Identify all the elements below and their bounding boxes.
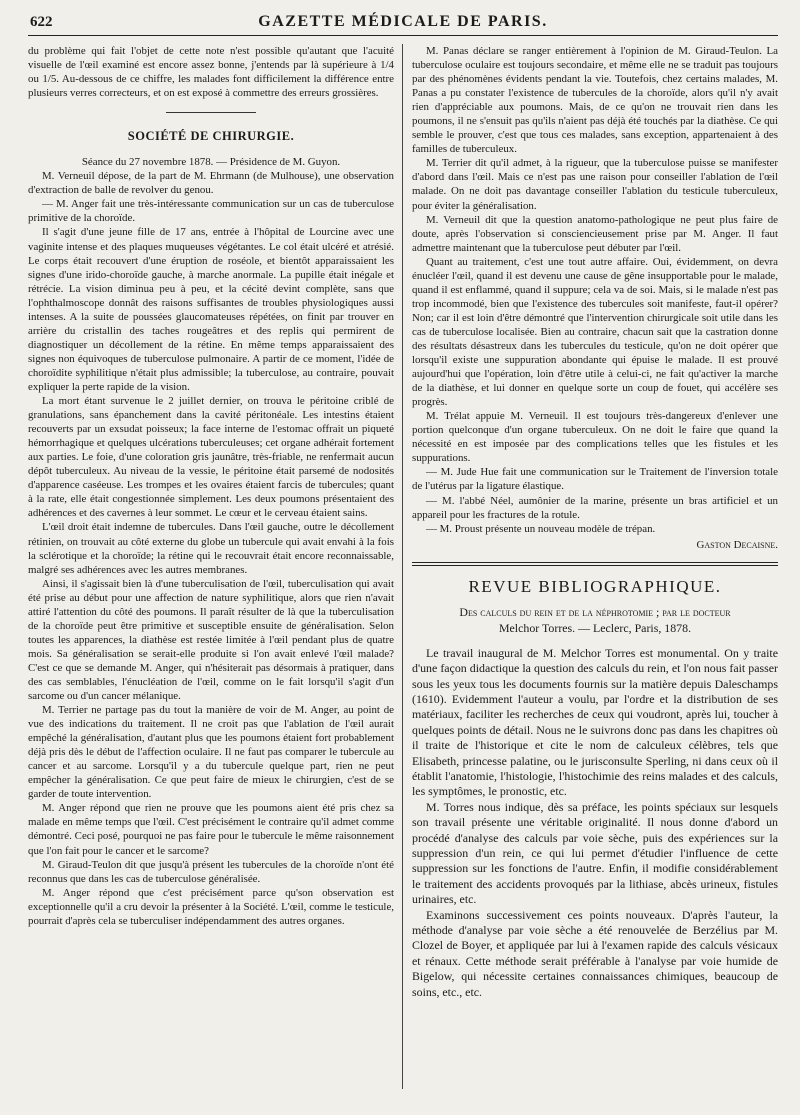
review-paragraph: M. Torres nous indique, dès sa préface, les points spéciaux sur lesquels son travail présente une véritable originalité. Il nous donne d'abord un procédé d'analyse des calculs par voie sèche, puis des expériences sur la suppression d'un rein, ce qui lui permet d'étudier l'influence de cette suppression sur les fonctions de l'autre. Enfin, il modifie considérablement le traitement des accidents provoqués par la lithiase, abcès urineux, fistules urinaires, etc. [412,799,778,907]
paragraph: M. Terrier ne partage pas du tout la manière de voir de M. Anger, au point de vue des indications du traitement. Il ne croit pas que l'ablation de l'œil aurait empêché la généralisation, d'autant plus que les poumons étaient fort probablement déjà pris dès le début de l'affection oculaire. Il ne faut pas comparer le tubercule au cancer et au sarcome. Lorsqu'il y a du tubercule quelque part, rien ne peut empêcher la généralisation. Ce que peut faire de mieux le chirurgien, c'est de se garder de toute intervention. [28,704,394,801]
paragraph: — M. Proust présente un nouveau modèle de trépan. [426,522,656,535]
opening-paragraph: du problème qui fait l'objet de cette note n'est possible qu'autant que l'acuité visuelle de l'œil examiné est encore assez bonne, j'entends par là supérieure à 1/4 ou 1/5. Au-dessous de ce chiffre, les malades font difficilement la différence entre plusieurs verres correcteurs, et on est exposé à commettre des erreurs grossières. [28,45,394,100]
paragraph: Il s'agit d'une jeune fille de 17 ans, entrée à l'hôpital de Lourcine avec une vaginite intense et des plaques muqueuses végétantes. Le col était ulcéré et atrésié. Le corps était recouvert d'une éruption de roséole, et bientôt apparaissaient les signes d'une irido-choroïde gauche, à marche anormale. La pupille était inégale et rétrécie. La vision diminua peu à peu, et la cécité devint complète, sans que l'ophthalmoscope donnât des raisons suffisantes de troubles physiologiques aussi intenses. A la suite de poussées glaucomateuses répétées, on finit par trouver en arrière du cristallin des taches rougeâtres et des replis qui permirent de diagnostiquer un décollement de la rétine. En même temps apparaissaient des signes non équivoques de tuberculose pulmonaire. A partir de ce moment, l'idée de choroïdite syphilitique n'était plus admissible; la tuberculose, au contraire, pouvait expliquer la perte rapide de la vision. [28,226,394,393]
paragraph: M. Panas déclare se ranger entièrement à l'opinion de M. Giraud-Teulon. La tuberculose oculaire est toujours secondaire, et même elle ne se traduit pas toujours par des phénomènes évidents pendant la vie. Toutefois, chez certains malades, M. Panas a pu constater l'existence de tubercules de la choroïde, alors qu'il n'y avait rien d'appréciable aux poumons. Mais, de ce qu'on ne trouvait rien dans les poumons, il ne s'ensuit pas qu'ils n'aient pas déjà été touchés par la diathèse. Ce qui semble le prouver, c'est que tous ces malades, sans exception, appartenaient à des familles de tuberculeux. [412,45,778,156]
column-divider [402,44,403,1089]
review-section [412,562,778,1000]
paragraph: M. Verneuil dit que la question anatomo-pathologique ne peut plus faire de doute, après l'observation si consciencieusement prise par M. Anger. Il faut admettre maintenant que la tuberculose peut débuter par l'œil. [412,213,778,254]
right-column [412,44,778,1094]
book-reference [412,604,778,636]
paragraph: M. Verneuil dépose, de la part de M. Ehrmann (de Mulhouse), une observation d'extraction de balle de revolver du genou. [28,170,394,197]
paragraph: L'œil droit était indemne de tubercules. Dans l'œil gauche, outre le décollement rétinien, on trouvait au côté externe du globe un tubercule qui avait envahi à la fois la sclérotique et la choroïde; la rétine qui le recouvrait était encore reconnaissable, malgré ses adhérences avec les autres membranes. [28,521,394,576]
paragraph: M. Trélat appuie M. Verneuil. Il est toujours très-dangereux d'enlever une portion quelconque d'un organe tuberculeux. On ne doit le faire que quand la nécessité en est imposée par des complications telles que les fistules et les suppurations. [412,410,778,465]
double-rule [412,565,778,566]
paragraph: M. Anger répond que rien ne prouve que les poumons aient été pris chez sa malade en même temps que l'œil. C'est précisément le contraire qu'il admet comme démontré. Ceci posé, pourquoi ne pas faire pour le tubercule le même raisonnement que l'on fait pour le cancer et le sarcome? [28,802,394,857]
paragraph: Quant au traitement, c'est une tout autre affaire. Oui, évidemment, on devra énucléer l'œil, quand il est devenu une cause de gêne insupportable pour le malade, quand il est enflammé, quand il suppure; cela va de soi. Mais, si le malade n'est pas trop incommodé, bien que l'existence des tubercules soit manifeste, faut-il opérer? Non; car il est loin d'être démontré que l'intervention chirurgicale soit utile dans les cas de tuberculose localisée. Bien au contraire, chacun sait que la castration donne des résultats désastreux dans les tubercules du testicule, qu'on ne doit opérer que lorsqu'il existe une suppuration abondante qui épuise le malade. Il est prouvé aujourd'hui que l'opération, loin d'être utile à celui-ci, ne fait qu'activer la marche de la diathèse, et lui donner en quelque sorte un coup de fouet, qui accélère ses progrès. [412,255,778,409]
paragraph: La mort étant survenue le 2 juillet dernier, on trouva le péritoine criblé de granulations, sans épanchement dans la cavité péritonéale. Les intestins étaient recouverts par un exsudat poisseux; la face interne de l'estomac offrait un piqueté hémorrhagique et quelques ulcérations tuberculeuses; cet organe adhérait fortement aux parties. Le foie, d'une coloration gris jaunâtre, très-friable, ne renfermait aucun dépôt tuberculeux. Au niveau de la vessie, le péritoine était parsemé de nodosités d'apparence caséeuse. Les trompes et les ovaires étaient farcis de tubercules; quant à la rate, elle était congestionnée simplement. Les deux poumons présentaient des adhérences et des cavernes à leur sommet. Le cœur et le cerveau étaient sains. [28,395,394,520]
signature: Gaston Decaisne. [696,538,778,551]
review-text [412,646,778,1000]
page-header [28,6,778,36]
section-separator [166,112,256,113]
paragraph: M. Anger répond que c'est précisément parce qu'son observation est exceptionnelle qu'il a cru devoir la présenter à la Société. L'œil, comme le testicule, pourrait d'après cela se tuberculiser indépendamment des autres organes. [28,886,394,927]
left-column [28,44,394,1094]
running-head: GAZETTE MÉDICALE DE PARIS. [258,13,548,30]
section-title: SOCIÉTÉ DE CHIRURGIE. [127,129,295,144]
paragraph: M. Giraud-Teulon dit que jusqu'à présent les tubercules de la choroïde n'ont été reconnus que dans les cas de tuberculose généralisée. [28,858,394,885]
session-line: Séance du 27 novembre 1878. — Présidence de M. Guyon. [81,156,341,169]
paragraph: — M. l'abbé Néel, aumônier de la marine, présente un bras artificiel et un appareil pour les fractures de la rotule. [412,494,778,521]
review-paragraph: Examinons successivement ces points nouveaux. D'après l'auteur, la méthode d'analyse par voie sèche a été renouvelée de Berzélius par M. Clozel de Boyer, et appliquée par lui à l'examen rapide des calculs vésicaux et rénaux. Cette méthode serait préférable à l'analyse par voie humide de Bigelow, qui nécessite certaines connaissances chimiques, beaucoup de soins, etc., etc. [412,907,778,999]
review-paragraph: Le travail inaugural de M. Melchor Torres est monumental. On y traite d'une façon didactique la question des calculs du rein, et l'on nous fait passer sous les yeux tous les documents fournis sur la matière depuis Daleschamps (1610). Evidemment l'auteur a voulu, par l'ordre et la distribution de ses matériaux, faciliter les recherches de ceux qui voudront, après lui, toucher à quelques points de détail. Nous ne le suivrons donc pas dans les chapitres où il traite de l'historique et cite le nom de calculeux célèbres, tels que Elisabeth, princesse palatine, ou le jurisconsulte Sperling, ni dans ceux où il établit l'anatomie, l'histologie, l'histochimie des reins malades et des calculs, les symptômes, le pronostic, etc. [412,645,778,799]
book-reference-title: Des calculs du rein et de la néphrotomie ; par le docteur [459,604,731,619]
review-title: REVUE BIBLIOGRAPHIQUE. [468,576,722,596]
paragraph: — M. Anger fait une très-intéressante communication sur un cas de tuberculose primitive de la choroïde. [28,198,394,225]
book-reference-author: Melchor Torres. — Leclerc, Paris, 1878. [498,620,692,635]
paragraph: Ainsi, il s'agissait bien là d'une tuberculisation de l'œil, tuberculisation qui avait été prise au début pour une affection de nature syphilitique, alors que rien n'avait attiré l'attention du côté des poumons. Il paraît résulter de là que la tuberculisation de la choroïde peut être primitive et susceptible ensuite de généralisation. Selon toutes les apparences, la diathèse est restée limitée à l'œil pendant plus de quatre mois. Sa généralisation se serait-elle produite si l'on avait enlevé l'œil malade? C'est ce que se demande M. Anger, qui n'hésiterait pas désormais à pratiquer, dans des cas semblables, l'énucléation de l'œil, comme on le fait lorsqu'il s'agit d'un sarcome ou d'un cancer mélanique. [28,577,394,703]
paragraph: M. Terrier dit qu'il admet, à la rigueur, que la tuberculose puisse se manifester d'abord dans l'œil. Mais ce n'est pas une raison pour conseiller l'ablation de l'œil malade. On ne doit pas davantage conseiller l'ablation du testicule tuberculeux, pour éviter la généralisation. [412,157,778,212]
paragraph: — M. Jude Hue fait une communication sur le Traitement de l'inversion totale de l'utérus par la ligature élastique. [412,466,778,493]
page-number: 622 [30,14,53,30]
